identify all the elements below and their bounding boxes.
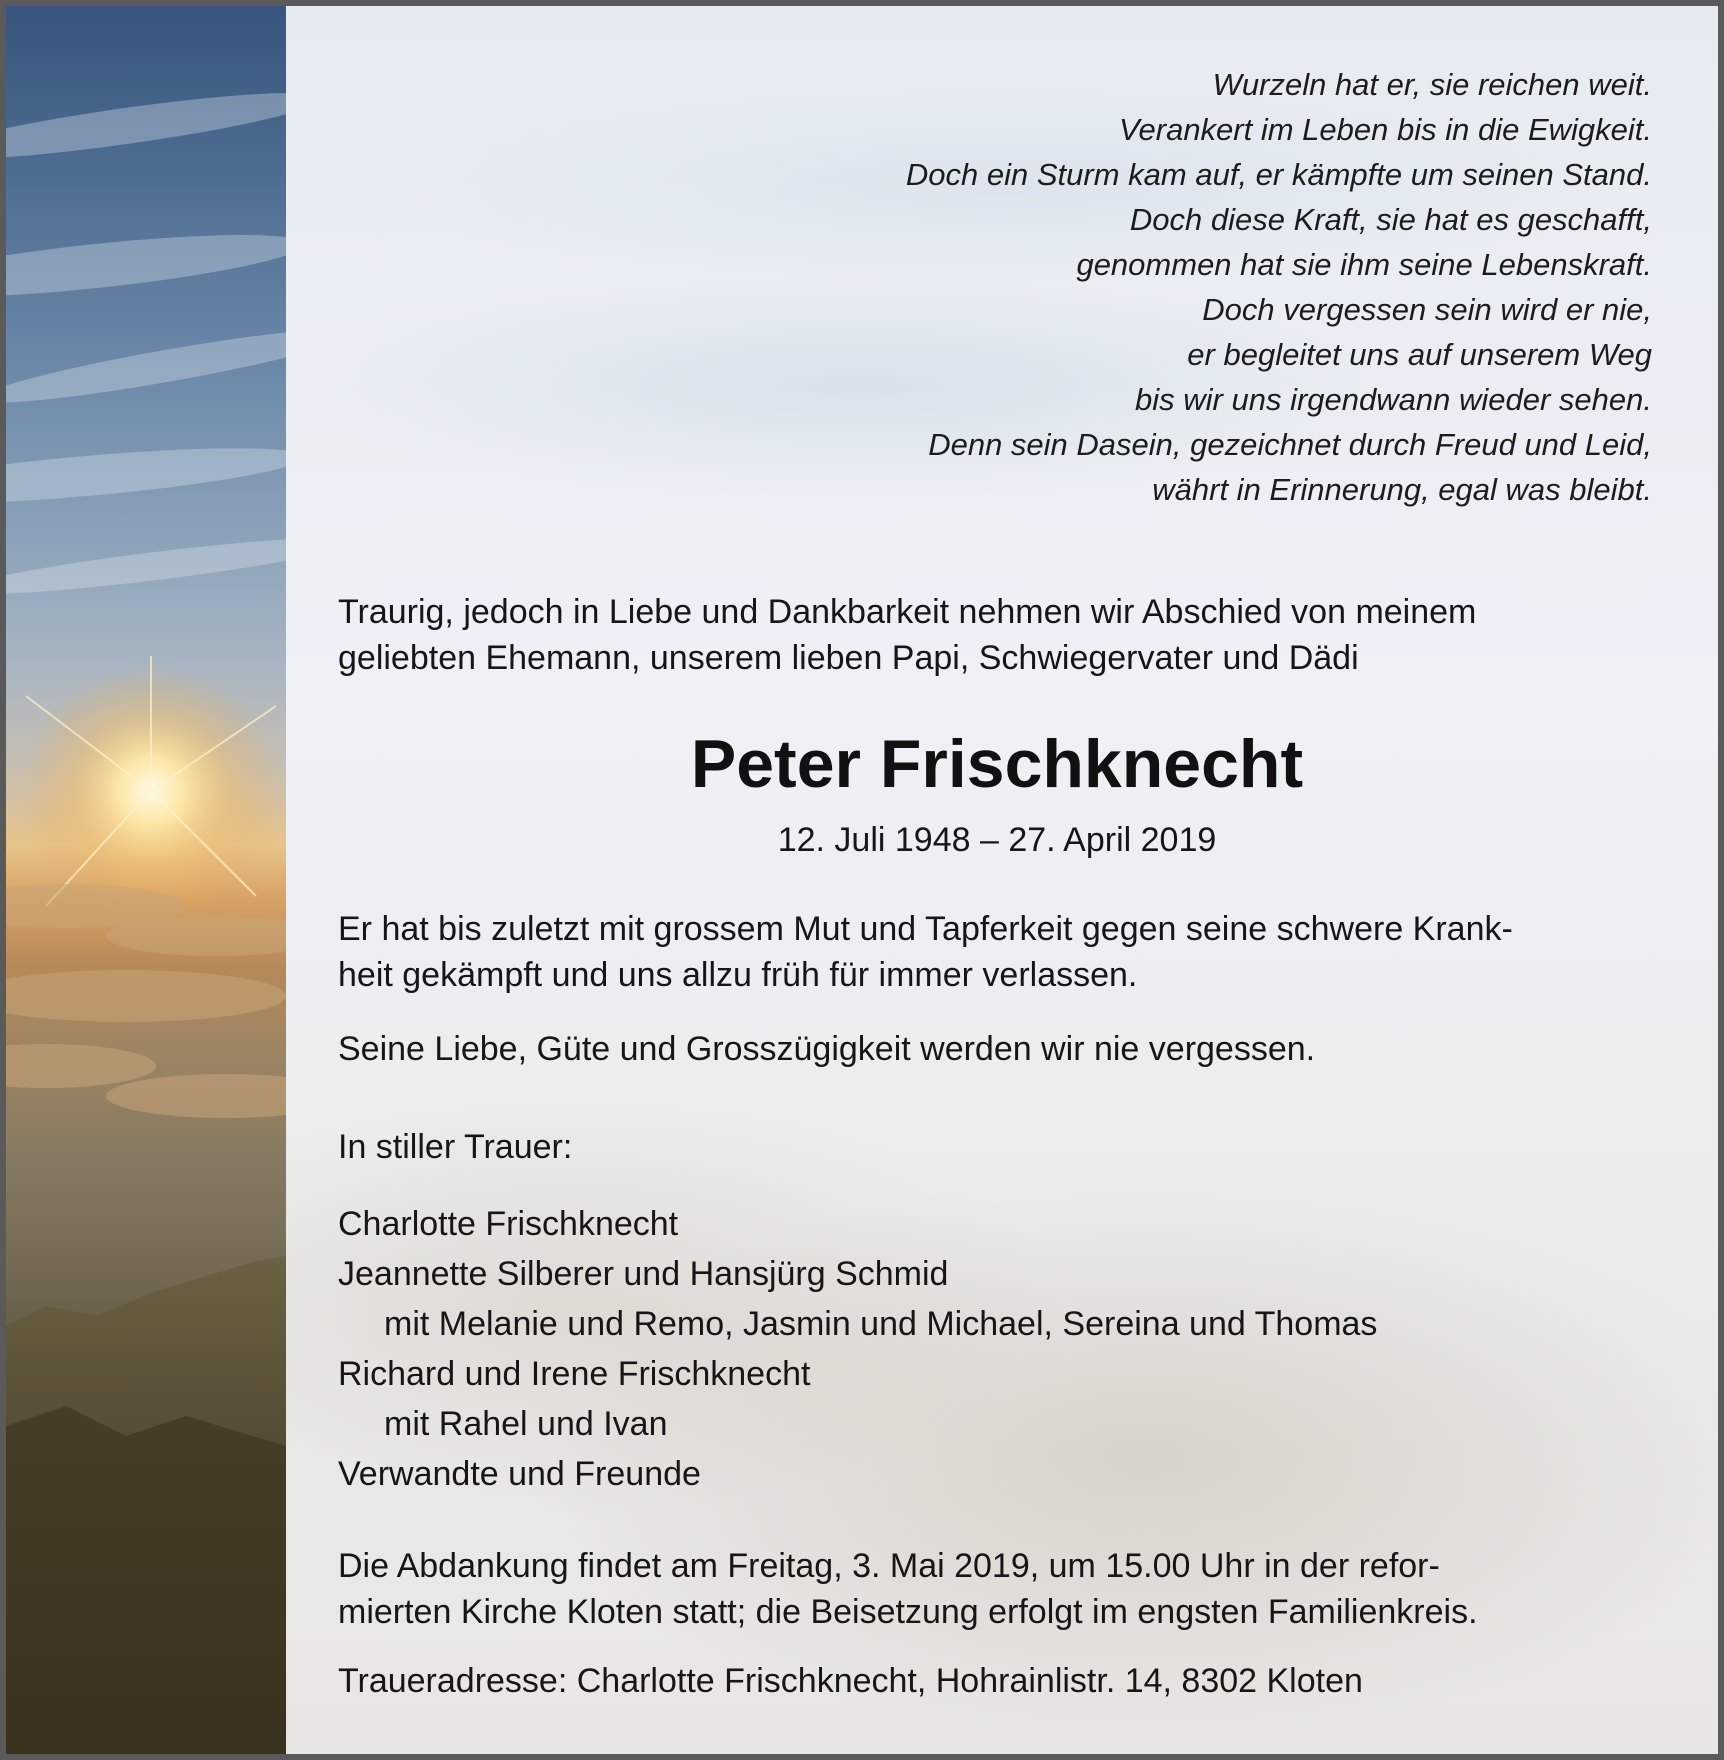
service-line: Die Abdankung findet am Freitag, 3. Mai 2019, um 15.00 Uhr in der refor-	[338, 1547, 1440, 1585]
family-member: Jeannette Silberer und Hansjürg Schmid	[338, 1255, 949, 1293]
poem-line: Verankert im Leben bis in die Ewigkeit.	[1118, 112, 1652, 147]
paragraph-line: Er hat bis zuletzt mit grossem Mut und Tapferkeit gegen seine schwere Krank-	[338, 910, 1513, 948]
sunset-photo-graphic	[6, 6, 286, 1754]
obituary-page	[6, 6, 1718, 1754]
service-info	[338, 1543, 1668, 1635]
life-dates: 12. Juli 1948 – 27. April 2019	[777, 821, 1217, 859]
family-list	[338, 1199, 1668, 1499]
paragraph-illness	[338, 906, 1668, 998]
intro-text	[338, 589, 1668, 681]
family-member: mit Melanie und Remo, Jasmin und Michael, Sereina und Thomas	[384, 1305, 1378, 1343]
poem-line: währt in Erinnerung, egal was bleibt.	[1152, 472, 1652, 507]
paragraph-remembrance	[338, 1026, 1668, 1072]
poem-line: Wurzeln hat er, sie reichen weit.	[1212, 67, 1652, 102]
poem-line: Doch ein Sturm kam auf, er kämpfte um seinen Stand.	[905, 157, 1652, 192]
mourning-address: Traueradresse: Charlotte Frischknecht, Hohrainlistr. 14, 8302 Kloten	[338, 1662, 1363, 1700]
poem-line: bis wir uns irgendwann wieder sehen.	[1135, 382, 1652, 417]
poem-line: er begleitet uns auf unserem Weg	[1187, 337, 1652, 372]
poem-line: Doch diese Kraft, sie hat es geschafft,	[1129, 202, 1652, 237]
poem-line: Denn sein Dasein, gezeichnet durch Freud und Leid,	[928, 427, 1652, 462]
poem	[652, 62, 1652, 512]
paragraph-line: heit gekämpft und uns allzu früh für immer verlassen.	[338, 956, 1138, 994]
family-member: Verwandte und Freunde	[338, 1455, 701, 1493]
mourning-heading: In stiller Trauer:	[338, 1128, 573, 1166]
family-member: mit Rahel und Ivan	[384, 1405, 668, 1443]
paragraph-line: Seine Liebe, Güte und Grosszügigkeit werden wir nie vergessen.	[338, 1030, 1316, 1068]
intro-line: geliebten Ehemann, unserem lieben Papi, Schwiegervater und Dädi	[338, 639, 1359, 677]
sunset-photo	[6, 6, 286, 1754]
poem-line: genommen hat sie ihm seine Lebenskraft.	[1076, 247, 1652, 282]
family-member: Charlotte Frischknecht	[338, 1205, 679, 1243]
deceased-name: Peter Frischknecht	[690, 726, 1304, 802]
family-member: Richard und Irene Frischknecht	[338, 1355, 811, 1393]
service-line: mierten Kirche Kloten statt; die Beisetzung erfolgt im engsten Familienkreis.	[338, 1593, 1478, 1631]
poem-line: Doch vergessen sein wird er nie,	[1202, 292, 1652, 327]
intro-line: Traurig, jedoch in Liebe und Dankbarkeit nehmen wir Abschied von meinem	[338, 593, 1477, 631]
main-content	[286, 6, 1718, 1754]
